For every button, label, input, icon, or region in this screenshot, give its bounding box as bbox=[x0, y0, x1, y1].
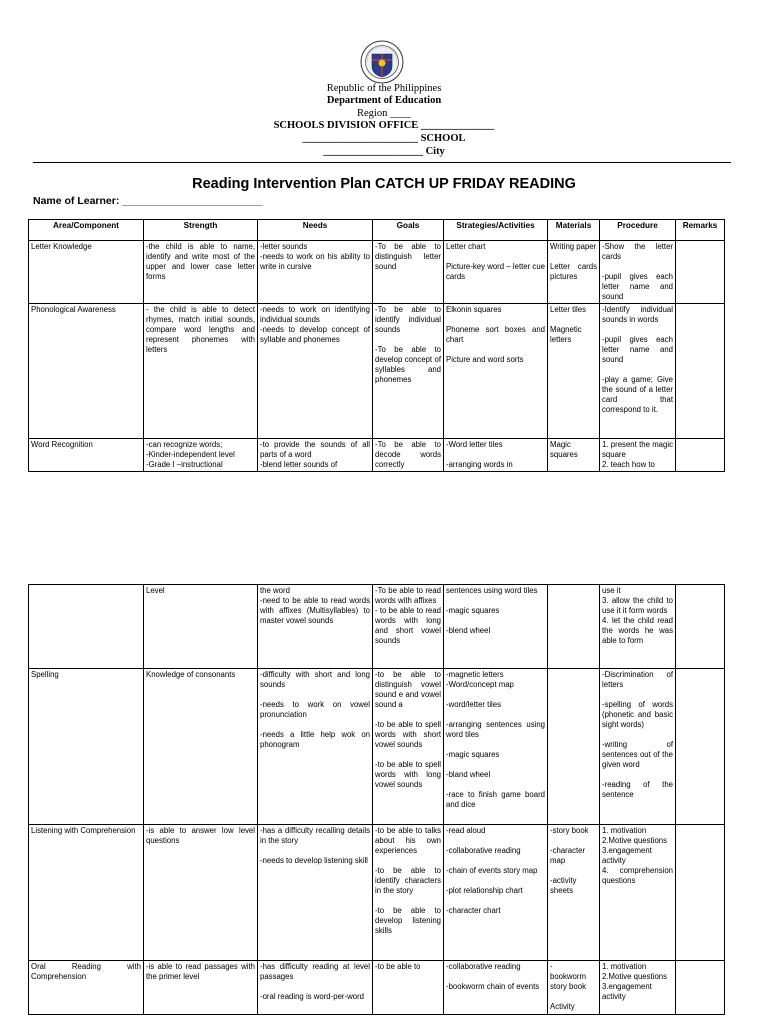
cell-paragraph: -to be able to spell words with short vowel sounds bbox=[375, 720, 441, 749]
cell-paragraph: -bland wheel bbox=[446, 770, 491, 779]
header-division: SCHOOLS DIVISION OFFICE ______________ bbox=[273, 120, 495, 131]
cell-paragraph: -bookworm chain of events bbox=[446, 982, 540, 991]
strength-cell bbox=[144, 585, 258, 669]
materials-cell bbox=[548, 439, 600, 472]
cell-paragraph: -to be able to distinguish vowel sound e and vowel sound a bbox=[375, 670, 441, 709]
goals-cell bbox=[373, 961, 444, 1015]
cell-paragraph: Magnetic letters bbox=[550, 325, 582, 344]
strategies-cell bbox=[444, 241, 548, 304]
header-school: ______________________ SCHOOL bbox=[302, 133, 466, 144]
cell-paragraph: -To be able to identify individual sounds bbox=[375, 305, 441, 334]
cell-paragraph: Level bbox=[146, 586, 165, 595]
col-header-remarks: Remarks bbox=[676, 220, 725, 241]
col-header-procedure: Procedure bbox=[600, 220, 676, 241]
cell-text: Spelling bbox=[31, 670, 59, 679]
cell-paragraph: Letter tiles bbox=[550, 305, 586, 314]
cell-paragraph: Writing paper bbox=[550, 242, 597, 251]
needs-cell bbox=[258, 961, 373, 1015]
procedure-cell bbox=[600, 585, 676, 669]
cell-paragraph: -character chart bbox=[446, 906, 501, 915]
area-cell bbox=[29, 961, 144, 1015]
cell-paragraph: use it 3. allow the child to use it it form words 4. let the child read the words he was able to form bbox=[602, 586, 673, 645]
cell-paragraph: -character map bbox=[550, 846, 586, 865]
remarks-cell bbox=[676, 439, 725, 472]
cell-paragraph: -To be able to decode words correctly bbox=[375, 440, 441, 469]
cell-paragraph: -needs to work on identifying individual sounds -needs to develop concept of syllable and phonemes bbox=[260, 305, 370, 344]
header-region: Region ____ bbox=[357, 108, 411, 119]
col-header-strength: Strength bbox=[144, 220, 258, 241]
cell-paragraph: -magic squares bbox=[446, 606, 500, 615]
area-cell bbox=[29, 585, 144, 669]
header-city: ___________________ City bbox=[323, 146, 445, 157]
cell-paragraph: 1. motivation 2.Motive questions 3.engagement activity 4. comprehension questions bbox=[602, 826, 673, 885]
cell-paragraph: -blend wheel bbox=[446, 626, 491, 635]
cell-paragraph: Letter chart bbox=[446, 242, 486, 251]
cell-text: Listening with Comprehension bbox=[31, 826, 136, 835]
cell-paragraph: Knowledge of consonants bbox=[146, 670, 236, 679]
remarks-cell bbox=[676, 669, 725, 825]
procedure-cell bbox=[600, 961, 676, 1015]
strength-cell bbox=[144, 439, 258, 472]
cell-paragraph: Magic squares bbox=[550, 440, 578, 459]
cell-paragraph: -oral reading is word-per-word bbox=[260, 992, 364, 1001]
cell-paragraph: Activity bbox=[550, 1002, 575, 1011]
strength-cell bbox=[144, 825, 258, 961]
cell-paragraph: -magnetic letters -Word/concept map bbox=[446, 670, 514, 689]
cell-paragraph: -To be able to develop concept of syllables and phonemes bbox=[375, 345, 441, 384]
cell-paragraph: -has a difficulty recalling details in the story bbox=[260, 826, 370, 845]
cell-text: Letter Knowledge bbox=[31, 242, 92, 251]
cell-paragraph: -needs to develop listening skill bbox=[260, 856, 368, 865]
materials-cell bbox=[548, 241, 600, 304]
cell-paragraph: Picture and word sorts bbox=[446, 355, 524, 364]
cell-paragraph: -to be able to bbox=[375, 962, 421, 971]
cell-paragraph: -pupil gives each letter name and sound bbox=[602, 272, 673, 301]
cell-paragraph: -to provide the sounds of all parts of a word -blend letter sounds of bbox=[260, 440, 370, 469]
cell-paragraph: -reading of the sentence bbox=[602, 780, 673, 799]
cell-paragraph: -play a game; Give the sound of a letter card that correspond to it. bbox=[602, 375, 673, 414]
cell-paragraph: -the child is able to name, identify and write most of the upper and lower case letter forms bbox=[146, 242, 255, 281]
cell-paragraph: Elkonin squares bbox=[446, 305, 502, 314]
cell-paragraph: -spelling of words (phonetic and basic sight words) bbox=[602, 700, 673, 729]
needs-cell bbox=[258, 439, 373, 472]
needs-cell bbox=[258, 304, 373, 439]
cell-paragraph: -To be able to distinguish letter sound bbox=[375, 242, 441, 271]
cell-paragraph: -to be able to develop listening skills bbox=[375, 906, 441, 935]
goals-cell bbox=[373, 825, 444, 961]
cell-paragraph: -collaborative reading bbox=[446, 962, 521, 971]
remarks-cell bbox=[676, 585, 725, 669]
cell-paragraph: -To be able to read words with affixes - to be able to read words with long and short vowel sounds bbox=[375, 586, 441, 645]
cell-paragraph: -Word letter tiles bbox=[446, 440, 503, 449]
table-row bbox=[29, 825, 725, 961]
col-header-goals: Goals bbox=[373, 220, 444, 241]
table-row bbox=[29, 961, 725, 1015]
cell-paragraph: Letter cards pictures bbox=[550, 262, 597, 281]
cell-paragraph: -plot relationship chart bbox=[446, 886, 523, 895]
needs-cell bbox=[258, 669, 373, 825]
goals-cell bbox=[373, 241, 444, 304]
cell-paragraph: -activity sheets bbox=[550, 876, 577, 895]
cell-paragraph: -is able to read passages with the primer level bbox=[146, 962, 255, 981]
cell-paragraph: -arranging words in bbox=[446, 460, 513, 469]
table-row bbox=[29, 439, 725, 472]
cell-paragraph: -word/letter tiles bbox=[446, 700, 502, 709]
cell-paragraph: -Show the letter cards bbox=[602, 242, 673, 261]
area-cell bbox=[29, 304, 144, 439]
cell-paragraph: -read aloud bbox=[446, 826, 486, 835]
cell-paragraph: -to be able to talks about his own experiences bbox=[375, 826, 441, 855]
cell-paragraph: -collaborative reading bbox=[446, 846, 521, 855]
goals-cell bbox=[373, 669, 444, 825]
strength-cell bbox=[144, 241, 258, 304]
materials-cell bbox=[548, 669, 600, 825]
cell-paragraph: -difficulty with short and long sounds bbox=[260, 670, 370, 689]
cell-text: Phonological Awareness bbox=[31, 305, 116, 314]
col-header-materials: Materials bbox=[548, 220, 600, 241]
cell-paragraph: -has difficulty reading at level passages bbox=[260, 962, 370, 981]
remarks-cell bbox=[676, 304, 725, 439]
cell-paragraph: -magic squares bbox=[446, 750, 500, 759]
strategies-cell bbox=[444, 585, 548, 669]
strategies-cell bbox=[444, 439, 548, 472]
cell-paragraph: -race to finish game board and dice bbox=[446, 790, 545, 809]
strategies-cell bbox=[444, 669, 548, 825]
header-republic: Republic of the Philippines bbox=[326, 83, 442, 94]
goals-cell bbox=[373, 304, 444, 439]
learner-name-label: Name of Learner: ________________________ bbox=[33, 195, 263, 207]
cell-paragraph: -pupil gives each letter name and sound bbox=[602, 335, 673, 364]
materials-cell bbox=[548, 304, 600, 439]
strategies-cell bbox=[444, 961, 548, 1015]
table-row bbox=[29, 241, 725, 304]
procedure-cell bbox=[600, 241, 676, 304]
materials-cell bbox=[548, 585, 600, 669]
area-cell bbox=[29, 439, 144, 472]
strategies-cell bbox=[444, 825, 548, 961]
materials-cell bbox=[548, 961, 600, 1015]
needs-cell bbox=[258, 585, 373, 669]
procedure-cell bbox=[600, 304, 676, 439]
procedure-cell bbox=[600, 669, 676, 825]
area-cell bbox=[29, 241, 144, 304]
cell-paragraph: - the child is able to detect rhymes, match initial sounds, compare word lengths and represent phonemes with letters bbox=[146, 305, 255, 354]
strength-cell bbox=[144, 961, 258, 1015]
remarks-cell bbox=[676, 961, 725, 1015]
procedure-cell bbox=[600, 439, 676, 472]
materials-cell bbox=[548, 825, 600, 961]
cell-paragraph: -letter sounds -needs to work on his ability to write in cursive bbox=[260, 242, 370, 271]
strength-cell bbox=[144, 304, 258, 439]
area-cell bbox=[29, 825, 144, 961]
area-cell bbox=[29, 669, 144, 825]
cell-paragraph: sentences using word tiles bbox=[446, 586, 538, 595]
cell-paragraph: 1. present the magic square 2. teach how to bbox=[602, 440, 673, 469]
header-department: Department of Education bbox=[326, 95, 442, 106]
cell-paragraph: the word -need to be able to read words with affixes (Multisyllables) to master vowel sounds bbox=[260, 586, 370, 625]
cell-text: Oral Reading with Comprehension bbox=[31, 962, 141, 981]
cell-paragraph: -to be able to identify characters in the story bbox=[375, 866, 441, 895]
cell-paragraph: 1. motivation 2.Motive questions 3.engagement activity bbox=[602, 962, 668, 1001]
goals-cell bbox=[373, 439, 444, 472]
remarks-cell bbox=[676, 241, 725, 304]
strength-cell bbox=[144, 669, 258, 825]
cell-paragraph: -needs to work on vowel pronunciation bbox=[260, 700, 370, 719]
cell-paragraph: Phoneme sort boxes and chart bbox=[446, 325, 545, 344]
cell-paragraph: - bookworm story book bbox=[550, 962, 586, 991]
needs-cell bbox=[258, 825, 373, 961]
cell-paragraph: Picture-key word – letter cue cards bbox=[446, 262, 545, 281]
cell-paragraph: -arranging sentences using word tiles bbox=[446, 720, 545, 739]
table-row bbox=[29, 669, 725, 825]
header-divider bbox=[33, 162, 731, 163]
table-row bbox=[29, 304, 725, 439]
cell-paragraph: -to be able to spell words with long vowel sounds bbox=[375, 760, 441, 789]
plan-table-page-1 bbox=[28, 219, 725, 472]
table-row bbox=[29, 585, 725, 669]
procedure-cell bbox=[600, 825, 676, 961]
col-header-strategies: Strategies/Activities bbox=[444, 220, 548, 241]
page-title: Reading Intervention Plan CATCH UP FRIDAY READING bbox=[192, 176, 576, 192]
cell-text: Word Recognition bbox=[31, 440, 93, 449]
cell-paragraph: -Identify individual sounds in words bbox=[602, 305, 673, 324]
cell-paragraph: -needs a little help wok on phonogram bbox=[260, 730, 370, 749]
goals-cell bbox=[373, 585, 444, 669]
cell-paragraph: -chain of events story map bbox=[446, 866, 538, 875]
needs-cell bbox=[258, 241, 373, 304]
cell-paragraph: -is able to answer low level questions bbox=[146, 826, 255, 845]
col-header-area: Area/Component bbox=[29, 220, 144, 241]
remarks-cell bbox=[676, 825, 725, 961]
cell-paragraph: -story book bbox=[550, 826, 589, 835]
deped-seal-icon bbox=[360, 40, 404, 84]
col-header-needs: Needs bbox=[258, 220, 373, 241]
cell-paragraph: -can recognize words; -Kinder-independent level -Grade I –instructional bbox=[146, 440, 235, 469]
plan-table-page-2 bbox=[28, 584, 725, 1015]
cell-paragraph: -writing of sentences out of the given word bbox=[602, 740, 673, 769]
strategies-cell bbox=[444, 304, 548, 439]
cell-paragraph: -Discrimination of letters bbox=[602, 670, 673, 689]
